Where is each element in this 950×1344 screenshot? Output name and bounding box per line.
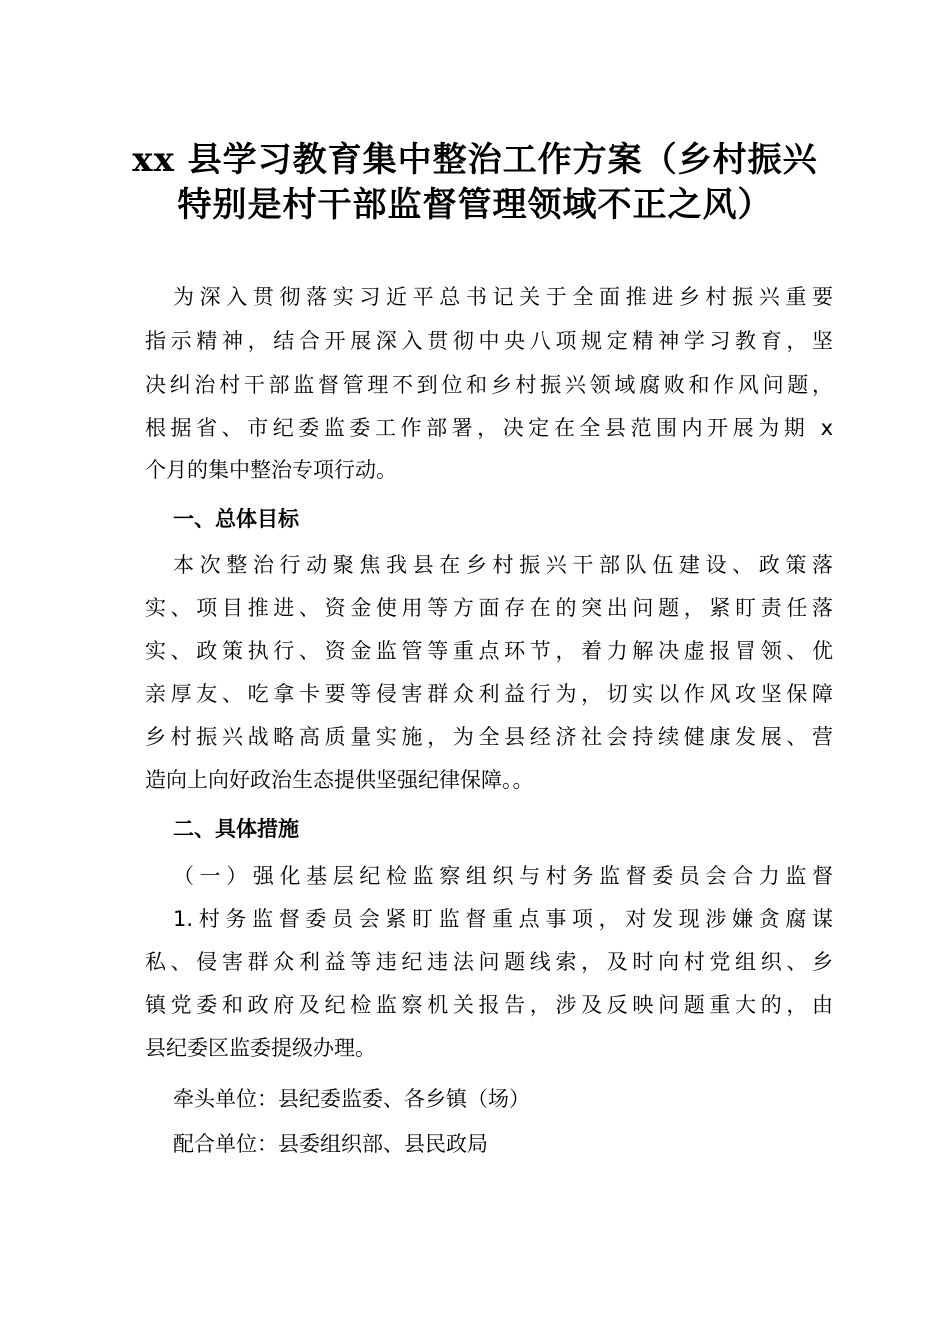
paragraph-line: 私、侵害群众利益等违纪违法问题线索，及时向村党组织、乡 [145,950,833,974]
paragraph-line: 亲厚友、吃拿卡要等侵害群众利益行为，切实以作风攻坚保障 [145,682,833,706]
paragraph-line: 县纪委区监委提级办理。 [145,1036,376,1060]
paragraph-line: 决纠治村干部监督管理不到位和乡村振兴领域腐败和作风问题， [145,373,833,397]
paragraph-line: 为深入贯彻落实习近平总书记关于全面推进乡村振兴重要 [173,285,833,309]
paragraph-line: 造向上向好政治生态提供坚强纪律保障。。 [145,768,534,792]
paragraph-line: 个月的集中整治专项行动。 [145,458,397,482]
document-title-line-2: 特别是村干部监督管理领域不正之风） [177,185,773,225]
paragraph-line: 指示精神，结合开展深入贯彻中央八项规定精神学习教育，坚 [145,329,833,353]
paragraph-line: 镇党委和政府及纪检监察机关报告，涉及反映问题重大的，由 [145,993,833,1017]
section-heading: 一、总体目标 [173,507,299,531]
document-title-line-1: xx 县学习教育集中整治工作方案（乡村振兴 [132,140,818,180]
section-heading: 二、具体措施 [173,817,299,841]
paragraph-line: 牵头单位：县纪委监委、各乡镇（场） [173,1087,530,1111]
paragraph-line: 乡村振兴战略高质量实施，为全县经济社会持续健康发展、营 [145,725,833,749]
paragraph-line: 1.村务监督委员会紧盯监督重点事项，对发现涉嫌贪腐谋 [173,907,833,931]
paragraph-line: 本次整治行动聚焦我县在乡村振兴干部队伍建设、政策落 [173,553,833,577]
paragraph-line: 根据省、市纪委监委工作部署，决定在全县范围内开展为期 x [145,416,833,440]
paragraph-line: 实、项目推进、资金使用等方面存在的突出问题，紧盯责任落 [145,596,833,620]
paragraph-line: 实、政策执行、资金监管等重点环节，着力解决虚报冒领、优 [145,639,833,663]
paragraph-line: （一）强化基层纪检监察组织与村务监督委员会合力监督 [173,864,833,888]
paragraph-line: 配合单位：县委组织部、县民政局 [173,1132,488,1156]
